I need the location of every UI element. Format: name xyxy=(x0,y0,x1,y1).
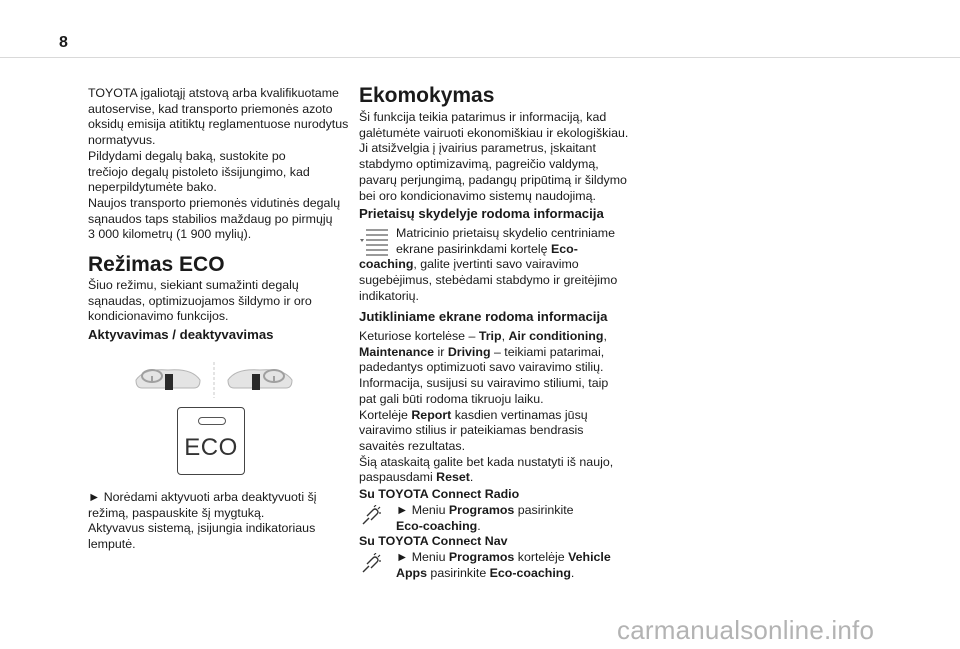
connect-nav-steps: ► Meniu Programos kortelėje Vehicle Apps pasirinkite Eco-coaching. xyxy=(396,550,611,580)
steering-wheel-left-icon xyxy=(136,370,200,390)
eco-mode-title: Režimas ECO xyxy=(88,253,225,276)
connect-nav-heading: Su TOYOTA Connect Nav xyxy=(359,534,508,548)
eco-button-label: ECO xyxy=(184,434,238,461)
touch-hand-icon xyxy=(360,505,382,527)
intro-paragraph: TOYOTA įgaliotąjį atstovą arba kvalifikuotame autoservise, kad transporto priemonės azoto oksidų emisija atitiktų reglamentuose nurodytus normatyvus. Pildydami degalų baką, sustokite po trečiojo degalų pistoleto išsijungimo, kad neperpildytumėte bako. Naujos transporto priemonės vidutinės degalų sąnaudos taps stabilios maždaug po pirmųjų 3 000 kilometrų (1 900 mylių). xyxy=(88,86,349,242)
activation-heading: Aktyvavimas / deaktyvavimas xyxy=(88,327,274,342)
eco-coaching-intro: Ši funkcija teikia patarimus ir informaciją, kad galėtumėte vairuoti ekonomiškiau ir ekologiškiau. Ji atsižvelgia į įvairius parametrus, įskaitant stabdymo optimizavimą, pagreičio valdymą, pavarų perjungimą, padangų pripūtimą ir šildymo bei oro kondicionavimo sistemų naudojimą. xyxy=(359,110,629,203)
instrument-panel-text: Matricinio prietaisų skydelio centriniame ekrane pasirinkdami kortelę Eco- coaching, galite įvertinti savo vairavimo sugebėjimus, stebėdami stabdymo ir greitėjimo indikatorių. xyxy=(359,226,618,303)
connect-radio-steps: ► Meniu Programos pasirinkite Eco-coaching. xyxy=(396,503,574,533)
eco-mode-description: Šiuo režimu, siekiant sumažinti degalų sąnaudas, optimizuojamos šildymo ir oro kondicionavimo funkcijos. xyxy=(88,278,312,324)
header-divider xyxy=(0,57,960,58)
activation-instructions: ► Norėdami aktyvuoti arba deaktyvuoti šį režimą, paspauskite šį mygtuką. Aktyvavus sistemą, įsijungia indikatoriaus lemputė. xyxy=(88,490,317,552)
touch-screen-heading: Jutikliniame ekrane rodoma informacija xyxy=(359,309,608,324)
instrument-panel-heading: Prietaisų skydelyje rodoma informacija xyxy=(359,206,604,221)
connect-radio-heading: Su TOYOTA Connect Radio xyxy=(359,487,520,501)
indicator-lamp-icon xyxy=(198,417,226,425)
eco-button[interactable] xyxy=(177,407,245,475)
page-number: 8 xyxy=(59,34,68,51)
eco-coaching-title: Ekomokymas xyxy=(359,84,495,107)
steering-wheel-right-icon xyxy=(228,370,292,390)
touch-hand-icon xyxy=(360,553,382,575)
watermark: carmanualsonline.info xyxy=(617,615,875,645)
dashboard-location-diagram xyxy=(134,360,294,400)
touch-screen-text: Keturiose kortelėse – Trip, Air conditioning, Maintenance ir Driving – teikiami patarimai, padedantys optimizuoti savo vairavimo stilių. Informacija, susijusi su vairavimo stiliumi, taip pat gali būti rodoma tikruoju laiku. Kortelėje Report kasdien vertinamas jūsų vairavimo stilius ir pateikiamas bendrasis savaitės rezultatas. Šią ataskaitą galite bet kada nustatyti iš naujo, paspausdami Reset. xyxy=(359,329,614,485)
